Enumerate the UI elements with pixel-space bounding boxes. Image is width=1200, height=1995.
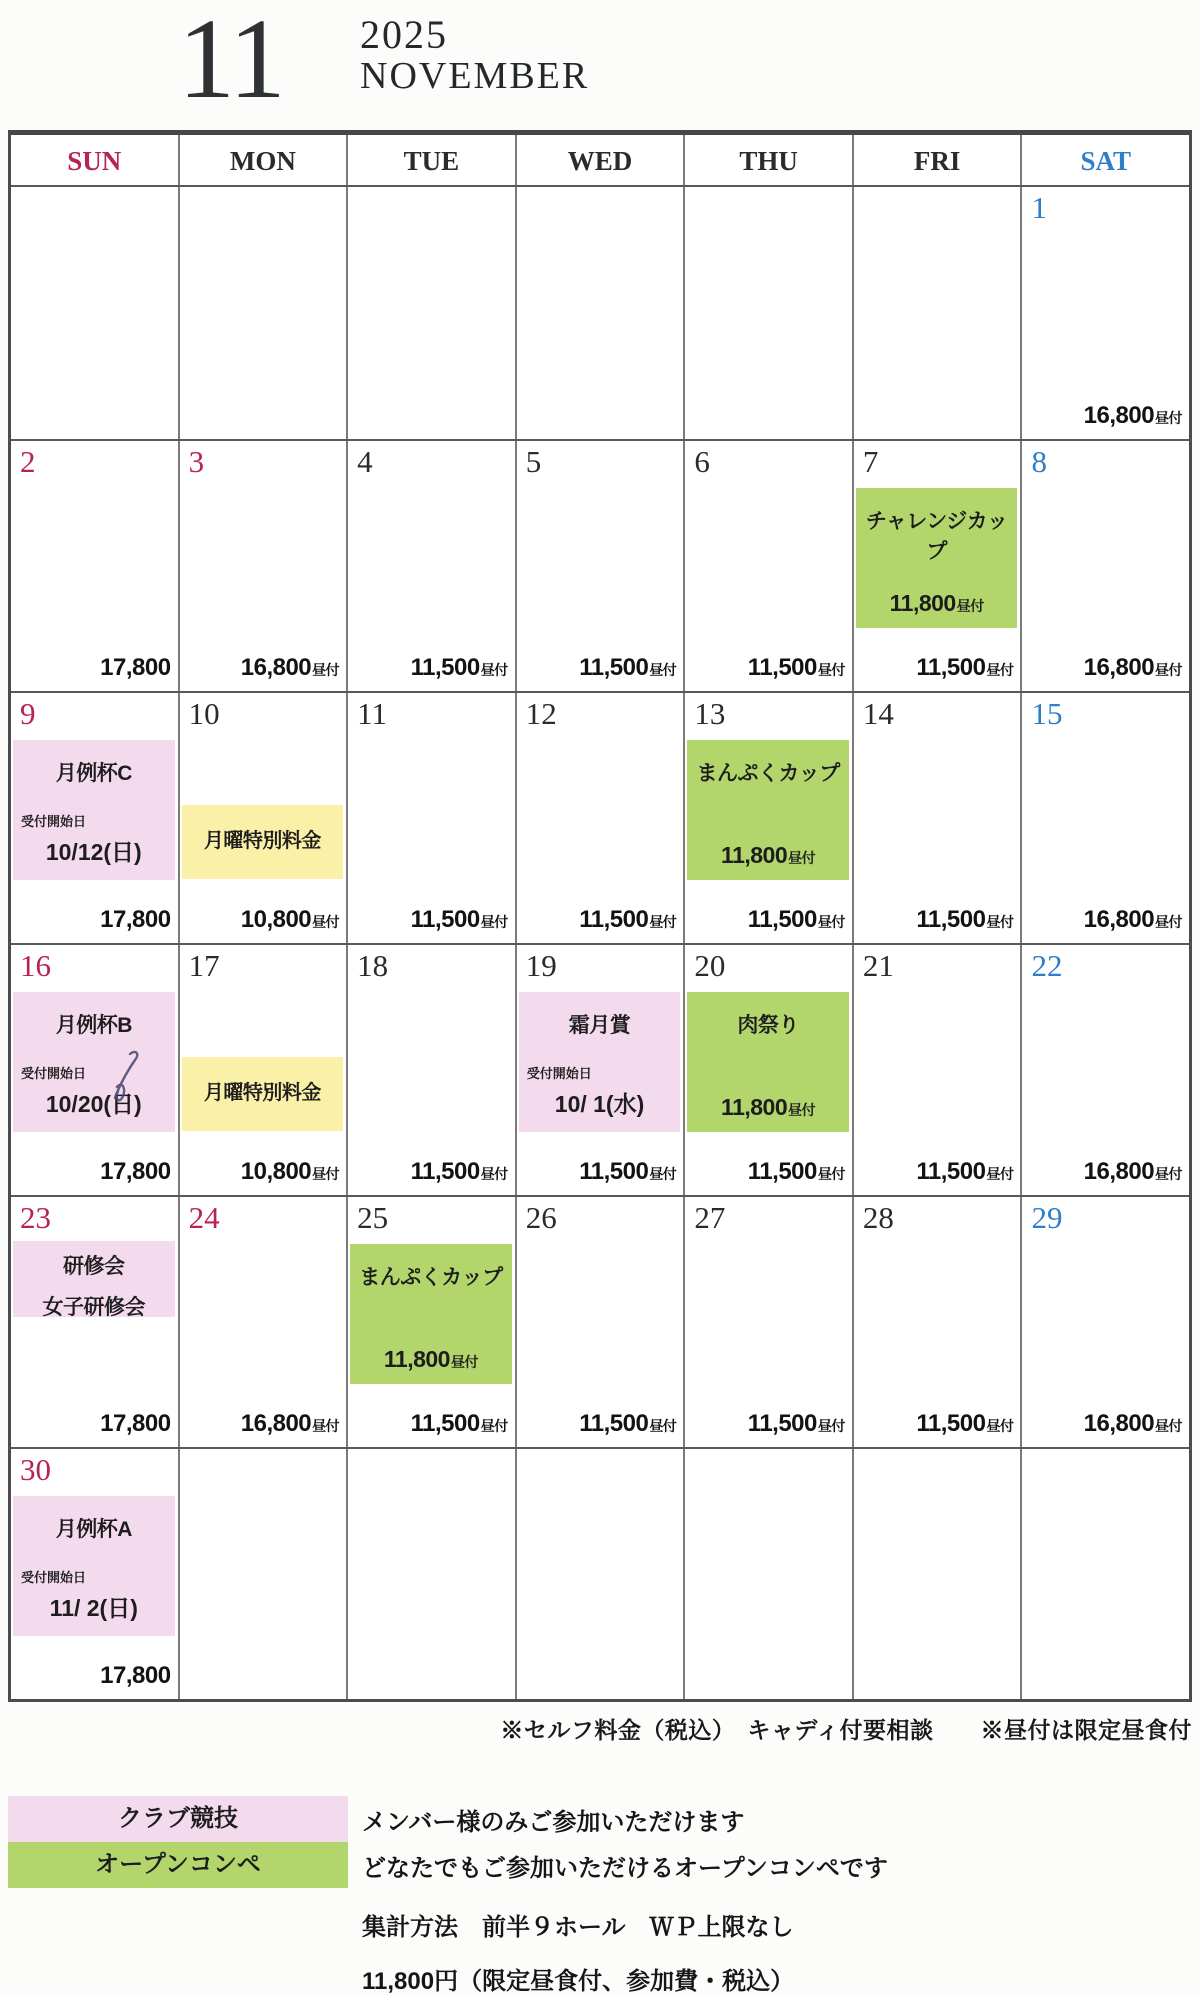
day-price (100, 1662, 170, 1690)
day-price-amount: 16,800 (1083, 402, 1155, 429)
day-price (411, 1158, 508, 1186)
event-price-lunch-suffix: 昼付 (788, 850, 816, 866)
date-number: 14 (862, 696, 894, 731)
legend-extra-line: 集計方法 前半９ホール ＷＰ上限なし (362, 1914, 794, 1941)
day-price-amount: 11,500 (579, 906, 649, 933)
day-price-amount: 11,500 (410, 906, 480, 933)
day-cell-16 (11, 945, 178, 1195)
legend-description: どなたでもご参加いただけるオープンコンペです (362, 1854, 888, 1882)
day-price (916, 1410, 1013, 1438)
day-cell-19 (515, 945, 684, 1195)
day-price-amount: 11,500 (579, 1158, 649, 1185)
day-cell-26 (515, 1197, 684, 1447)
date-number: 27 (694, 1200, 726, 1235)
weekday-label-sun: SUN (67, 146, 122, 176)
event-price-lunch-suffix: 昼付 (450, 1354, 478, 1370)
day-cell-5 (515, 441, 684, 691)
day-price-amount: 16,800 (1083, 1410, 1155, 1437)
event-price (687, 842, 849, 869)
reception-start-label: 受付開始日 (526, 1066, 592, 1081)
date-number: 28 (862, 1200, 894, 1235)
day-cell-7 (852, 441, 1021, 691)
event-block-pink (13, 1496, 175, 1636)
day-cell-empty (852, 187, 1021, 439)
day-price (1084, 654, 1182, 682)
event-title: 肉祭り (737, 1014, 799, 1037)
day-price-amount: 16,800 (1083, 1158, 1155, 1185)
day-cell-20 (683, 945, 852, 1195)
weekday-label-wed: WED (515, 135, 684, 185)
day-cell-10 (178, 693, 347, 943)
weekday-label-thu: THU (683, 135, 852, 185)
day-price (241, 654, 339, 682)
day-price (916, 906, 1013, 934)
day-price-lunch-suffix: 昼付 (986, 914, 1014, 930)
day-price-lunch-suffix: 昼付 (312, 914, 340, 930)
day-price-lunch-suffix: 昼付 (1155, 914, 1183, 930)
event-title: まんぷくカップ (696, 762, 840, 785)
year-label: 2025 (360, 12, 448, 57)
day-price-amount: 16,800 (1083, 906, 1155, 933)
day-price (411, 654, 508, 682)
event-price-amount: 11,800 (721, 842, 788, 868)
day-cell-4 (346, 441, 515, 691)
event-title: 月曜特別料金 (203, 1082, 321, 1104)
week-row (11, 1447, 1189, 1699)
day-price-lunch-suffix: 昼付 (480, 1418, 508, 1434)
day-cell-empty (178, 1449, 347, 1699)
day-cell-empty (515, 187, 684, 439)
weekday-row (11, 135, 1189, 187)
weekday-label-fri: FRI (852, 135, 1021, 185)
day-cell-2 (11, 441, 178, 691)
day-cell-empty (852, 1449, 1021, 1699)
date-number: 7 (862, 444, 879, 479)
day-price-amount: 16,800 (240, 654, 312, 681)
week-row (11, 439, 1189, 691)
day-price-amount: 10,800 (240, 1158, 312, 1185)
event-title: 研修会 (63, 1255, 125, 1278)
date-number: 1 (1031, 190, 1047, 225)
event-price-amount: 11,800 (721, 1094, 788, 1120)
legend-description: メンバー様のみご参加いただけます (362, 1808, 745, 1836)
day-price (411, 1410, 508, 1438)
date-number: 19 (525, 948, 557, 983)
day-price (1084, 1158, 1182, 1186)
day-price-lunch-suffix: 昼付 (817, 914, 845, 930)
day-cell-3 (178, 441, 347, 691)
date-number: 25 (357, 1200, 389, 1235)
day-price-lunch-suffix: 昼付 (312, 1166, 340, 1182)
event-block-pink (13, 992, 175, 1132)
day-price-amount: 11,500 (579, 1410, 649, 1437)
day-price-lunch-suffix: 昼付 (649, 914, 677, 930)
event-price-lunch-suffix: 昼付 (956, 598, 984, 614)
month-name-label: NOVEMBER (360, 55, 590, 97)
event-block-yellow (182, 805, 344, 879)
day-cell-empty (515, 1449, 684, 1699)
date-number: 2 (20, 444, 36, 479)
day-price (1084, 1410, 1182, 1438)
event-block-green (350, 1244, 512, 1384)
day-price (100, 906, 170, 934)
calendar-table (8, 130, 1192, 1702)
week-row (11, 691, 1189, 943)
weekday-label-mon: MON (178, 135, 347, 185)
day-cell-empty (346, 187, 515, 439)
day-price-lunch-suffix: 昼付 (817, 1166, 845, 1182)
reception-start-label: 受付開始日 (21, 814, 87, 829)
day-cell-27 (683, 1197, 852, 1447)
day-price (100, 1158, 170, 1186)
day-price (916, 1158, 1013, 1186)
day-price-lunch-suffix: 昼付 (986, 1166, 1014, 1182)
day-price-lunch-suffix: 昼付 (1155, 410, 1183, 426)
reception-start-date: 10/20(日) (45, 1091, 142, 1117)
date-number: 11 (357, 696, 388, 731)
day-price (748, 1158, 845, 1186)
week-row (11, 187, 1189, 439)
date-number: 10 (188, 696, 220, 731)
day-price-lunch-suffix: 昼付 (986, 1418, 1014, 1434)
event-price (350, 1346, 512, 1373)
event-block-green (687, 992, 849, 1132)
day-price-amount: 17,800 (100, 906, 171, 933)
event-price (687, 1094, 849, 1121)
weekday-label-sat: SAT (1020, 135, 1189, 185)
day-cell-22 (1020, 945, 1189, 1195)
date-number: 5 (525, 444, 542, 479)
day-price-amount: 11,500 (410, 1158, 480, 1185)
weekday-label-tue: TUE (346, 135, 515, 185)
event-price-amount: 11,800 (383, 1346, 450, 1372)
day-price (579, 906, 676, 934)
legend-row (8, 1796, 1200, 1842)
date-number: 22 (1031, 948, 1063, 983)
day-price-amount: 11,500 (410, 1410, 480, 1437)
handwritten-scribble-icon (105, 1048, 141, 1104)
date-number: 4 (357, 444, 373, 479)
event-price-amount: 11,800 (889, 590, 956, 616)
day-cell-21 (852, 945, 1021, 1195)
day-price (579, 1410, 676, 1438)
legend-extra-line: 11,800円（限定昼食付、参加費・税込） (362, 1968, 795, 1995)
event-title: 月例杯B (55, 1014, 132, 1037)
day-price-amount: 11,500 (916, 906, 986, 933)
day-cell-23 (11, 1197, 178, 1447)
legend-box-pink: クラブ競技 (8, 1796, 348, 1842)
day-cell-15 (1020, 693, 1189, 943)
day-price-lunch-suffix: 昼付 (312, 662, 340, 678)
reception-start-label: 受付開始日 (21, 1066, 87, 1081)
day-price-lunch-suffix: 昼付 (649, 1418, 677, 1434)
day-cell-12 (515, 693, 684, 943)
event-block-yellow (182, 1057, 344, 1131)
day-price (579, 654, 676, 682)
day-price-amount: 17,800 (100, 1662, 171, 1689)
event-block-pink (519, 992, 681, 1132)
event-block-green (687, 740, 849, 880)
date-number: 21 (862, 948, 894, 983)
date-number: 20 (694, 948, 726, 983)
event-block-pink (13, 740, 175, 880)
day-price-amount: 17,800 (100, 1410, 171, 1437)
day-price-lunch-suffix: 昼付 (480, 914, 508, 930)
day-cell-13 (683, 693, 852, 943)
event-title: チャレンジカップ (865, 510, 1008, 563)
date-number: 3 (188, 444, 205, 479)
day-price (748, 654, 845, 682)
reception-start-date: 10/ 1(水) (554, 1091, 645, 1117)
day-cell-empty (683, 187, 852, 439)
date-number: 9 (20, 696, 36, 731)
day-price-lunch-suffix: 昼付 (480, 662, 508, 678)
legend-row (8, 1842, 1200, 1888)
date-number: 17 (188, 948, 220, 983)
month-number: 11 (178, 0, 284, 122)
day-cell-8 (1020, 441, 1189, 691)
date-number: 13 (694, 696, 726, 731)
day-cell-1 (1020, 187, 1189, 439)
day-cell-empty (1020, 1449, 1189, 1699)
day-cell-29 (1020, 1197, 1189, 1447)
day-price (241, 1410, 339, 1438)
day-price-amount: 17,800 (100, 654, 171, 681)
day-price-lunch-suffix: 昼付 (649, 662, 677, 678)
day-price (916, 654, 1013, 682)
legend-box-green: オープンコンペ (8, 1842, 348, 1888)
week-row (11, 943, 1189, 1195)
date-number: 15 (1031, 696, 1063, 731)
day-cell-empty (683, 1449, 852, 1699)
day-price (100, 654, 170, 682)
day-cell-11 (346, 693, 515, 943)
day-price-amount: 11,500 (747, 1410, 817, 1437)
day-price (241, 1158, 339, 1186)
day-cell-empty (346, 1449, 515, 1699)
date-number: 6 (694, 444, 710, 479)
date-number: 26 (525, 1200, 557, 1235)
date-number: 23 (20, 1200, 51, 1235)
event-price (856, 590, 1018, 617)
day-cell-14 (852, 693, 1021, 943)
day-price-lunch-suffix: 昼付 (1155, 1166, 1183, 1182)
day-cell-empty (11, 187, 178, 439)
event-title: 月曜特別料金 (203, 830, 321, 852)
week-row (11, 1195, 1189, 1447)
date-number: 8 (1031, 444, 1047, 479)
reception-start-date: 11/ 2(日) (49, 1595, 138, 1621)
day-price (748, 906, 845, 934)
reception-start-label: 受付開始日 (21, 1570, 87, 1585)
event-title: 月例杯A (55, 1518, 132, 1541)
day-price-amount: 11,500 (579, 654, 649, 681)
day-cell-25 (346, 1197, 515, 1447)
day-price (100, 1410, 170, 1438)
day-price-lunch-suffix: 昼付 (480, 1166, 508, 1182)
day-price-amount: 16,800 (240, 1410, 312, 1437)
day-price-amount: 11,500 (916, 654, 986, 681)
date-number: 30 (20, 1452, 51, 1487)
footnote: ※セルフ料金（税込） キャディ付要相談 ※昼付は限定昼食付 (500, 1717, 1192, 1743)
date-number: 29 (1031, 1200, 1063, 1235)
day-cell-30 (11, 1449, 178, 1699)
day-price-amount: 11,500 (747, 906, 817, 933)
day-price-lunch-suffix: 昼付 (1155, 1418, 1183, 1434)
date-number: 18 (357, 948, 389, 983)
day-price (1084, 402, 1182, 430)
day-price (748, 1410, 845, 1438)
day-price-amount: 11,500 (747, 654, 817, 681)
event-block-green (856, 488, 1018, 628)
event-title-2: 女子研修会 (42, 1296, 146, 1319)
legend (8, 1796, 1200, 1995)
day-price-lunch-suffix: 昼付 (817, 1418, 845, 1434)
day-price-lunch-suffix: 昼付 (1155, 662, 1183, 678)
date-number: 12 (525, 696, 557, 731)
day-cell-6 (683, 441, 852, 691)
calendar-grid (11, 187, 1189, 1699)
year-month-block (360, 14, 589, 98)
day-cell-9 (11, 693, 178, 943)
event-price-lunch-suffix: 昼付 (788, 1102, 816, 1118)
event-title: まんぷくカップ (359, 1266, 503, 1289)
reception-start-date: 10/12(日) (45, 839, 142, 865)
day-cell-18 (346, 945, 515, 1195)
day-cell-28 (852, 1197, 1021, 1447)
day-price-amount: 11,500 (916, 1410, 986, 1437)
event-title: 月例杯C (55, 762, 132, 785)
event-block-pink (13, 1241, 175, 1317)
event-title: 霜月賞 (568, 1014, 631, 1037)
day-cell-empty (178, 187, 347, 439)
day-price-amount: 11,500 (916, 1158, 986, 1185)
day-cell-17 (178, 945, 347, 1195)
day-price-amount: 11,500 (410, 654, 480, 681)
day-price-amount: 17,800 (100, 1158, 171, 1185)
day-price-lunch-suffix: 昼付 (649, 1166, 677, 1182)
day-price-lunch-suffix: 昼付 (817, 662, 845, 678)
day-price (1084, 906, 1182, 934)
day-price-lunch-suffix: 昼付 (312, 1418, 340, 1434)
day-cell-24 (178, 1197, 347, 1447)
day-price-amount: 11,500 (747, 1158, 817, 1185)
day-price-amount: 10,800 (240, 906, 312, 933)
day-price (579, 1158, 676, 1186)
date-number: 24 (188, 1200, 220, 1235)
day-price-lunch-suffix: 昼付 (986, 662, 1014, 678)
day-price (411, 906, 508, 934)
day-price-amount: 16,800 (1083, 654, 1155, 681)
day-price (241, 906, 339, 934)
date-number: 16 (20, 948, 51, 983)
